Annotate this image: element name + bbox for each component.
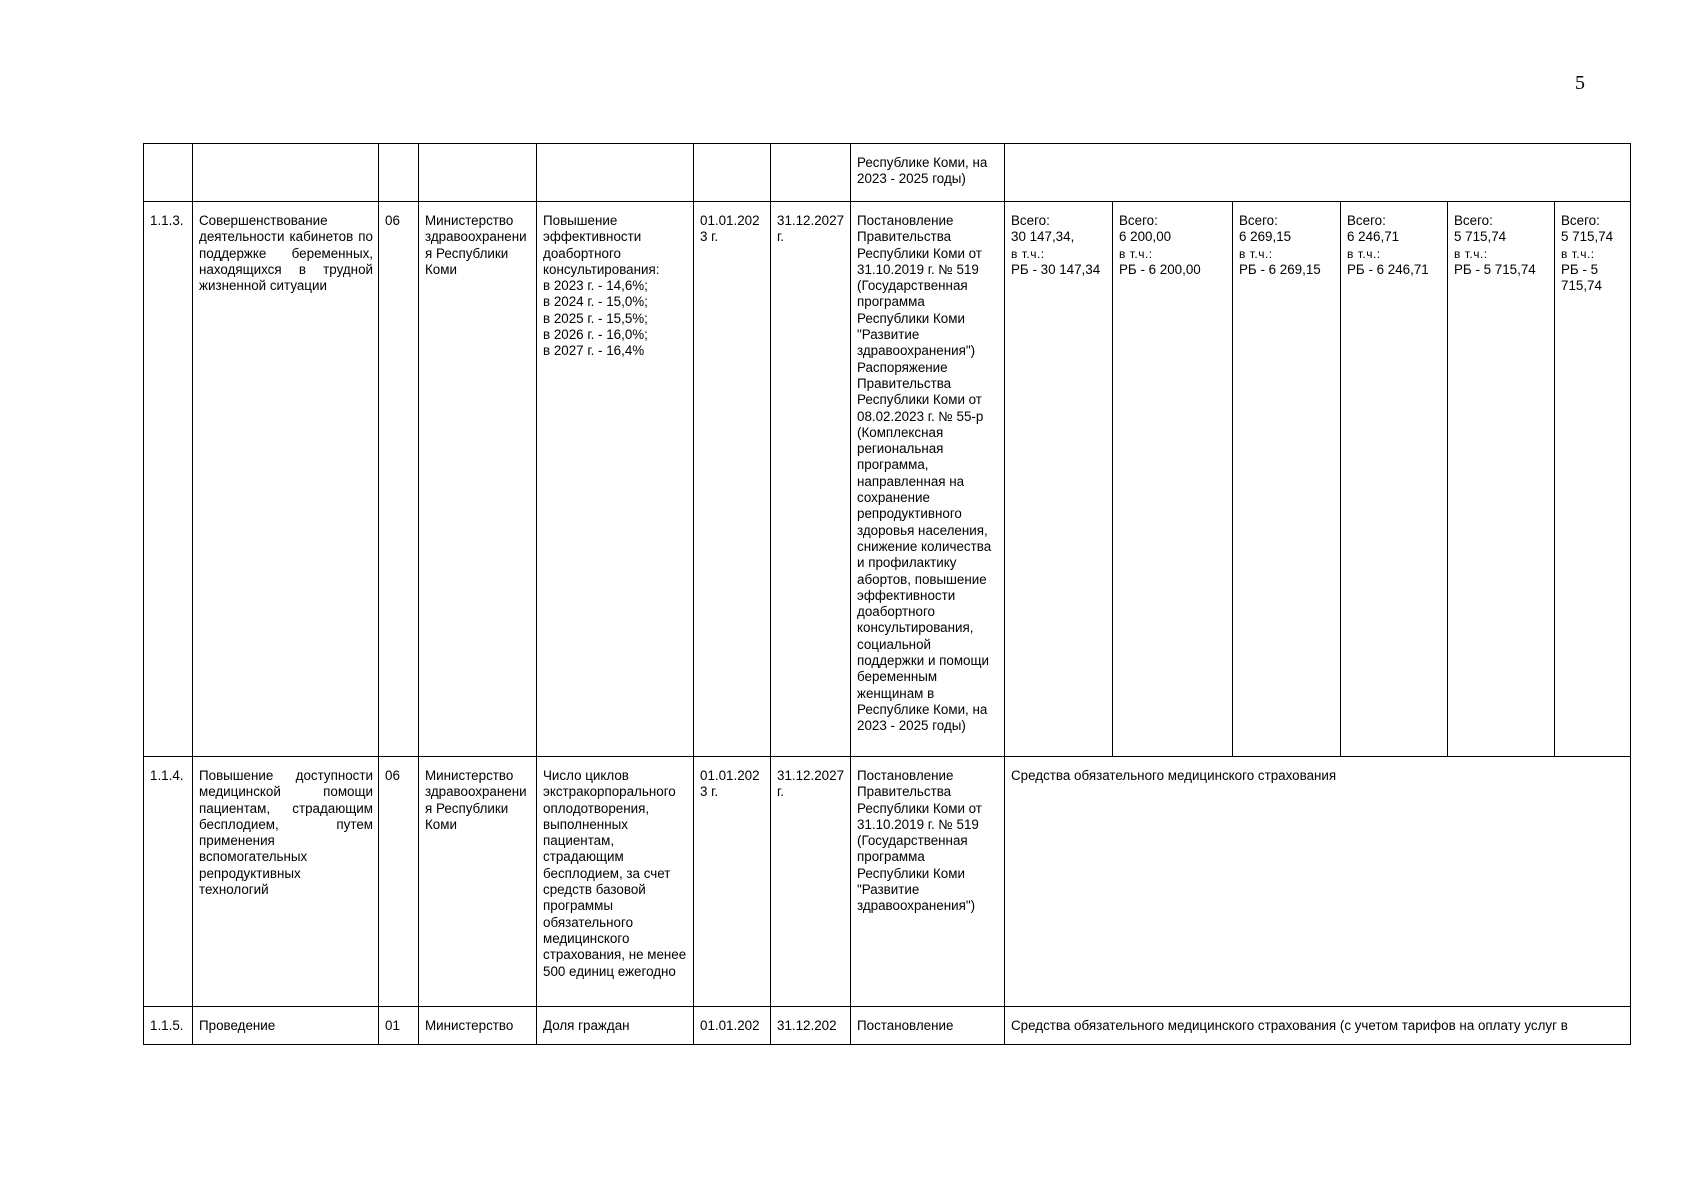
funding-amount: 5 715,74 (1454, 229, 1507, 245)
funding-incl: в т.ч.: (1561, 246, 1595, 261)
cell-funding (1113, 202, 1233, 757)
result-line: в 2024 г. - 15,0%; (543, 294, 648, 310)
cell-empty (694, 144, 771, 202)
cell-funding (1555, 202, 1631, 757)
cell-end-date: 31.12.2027 г. (771, 202, 851, 757)
funding-rb: РБ - 5 715,74 (1454, 261, 1536, 277)
cell-start-date: 01.01.202 (694, 1007, 771, 1045)
cell-executor: Министерство здравоохранения Республики Коми (419, 757, 537, 1007)
funding-incl: в т.ч.: (1454, 246, 1488, 261)
funding-rb: РБ - 6 200,00 (1119, 261, 1201, 277)
cell-measure-name: Повышение доступности медицинской помощи пациентам, страдающим бесплодием, путем применения вспомогательных репродуктивных технологий (193, 757, 379, 1007)
cell-result: Доля граждан (537, 1007, 694, 1045)
cell-funding (1005, 202, 1113, 757)
cell-num: 1.1.4. (144, 757, 193, 1007)
cell-empty (771, 144, 851, 202)
result-line: в 2023 г. - 14,6%; (543, 278, 648, 294)
funding-amount: 30 147,34, (1011, 229, 1075, 245)
cell-basis: Постановление Правительства Республики Коми от 31.10.2019 г. № 519 (Государственная программа Республики Коми "Развитие здравоохранения") (851, 757, 1005, 1007)
table-row-1-1-5 (144, 1007, 1631, 1045)
funding-amount: 5 715,74 (1561, 229, 1614, 245)
funding-total-label: Всего: (1454, 213, 1493, 228)
cell-empty (379, 144, 419, 202)
cell-funding-merged: Средства обязательного медицинского страхования (1005, 757, 1631, 1007)
cell-end-date: 31.12.202 (771, 1007, 851, 1045)
cell-basis: Постановление Правительства Республики Коми от 31.10.2019 г. № 519 (Государственная программа Республики Коми "Развитие здравоохранения") Распоряжение Правительства Республики Коми от 08.02.2023 г. № 55-р (Комплексная региональная программа, направленная на сохранение репродуктивного здоровья населения, снижение количества и профилактику абортов, повышение эффективности доабортного консультирования, социальной поддержки и помощи беременным женщинам в Республике Коми, на 2023 - 2025 годы) (851, 202, 1005, 757)
cell-funding-merged: Средства обязательного медицинского страхования (с учетом тарифов на оплату услуг в (1005, 1007, 1631, 1045)
cell-empty (193, 144, 379, 202)
table-row-continuation (144, 144, 1631, 202)
funding-rb: РБ - 5 715,74 (1561, 261, 1602, 294)
cell-empty (419, 144, 537, 202)
cell-empty (1005, 144, 1631, 202)
cell-start-date: 01.01.2023 г. (694, 757, 771, 1007)
cell-code: 06 (379, 757, 419, 1007)
result-line: Повышение эффективности доабортного консультирования: (543, 213, 660, 277)
cell-end-date: 31.12.2027 г. (771, 757, 851, 1007)
measures-table (143, 143, 1631, 1045)
result-line: в 2025 г. - 15,5%; (543, 310, 648, 326)
funding-total-label: Всего: (1011, 213, 1050, 228)
cell-basis: Постановление (851, 1007, 1005, 1045)
funding-total-label: Всего: (1239, 213, 1278, 228)
cell-funding (1448, 202, 1555, 757)
result-line: в 2026 г. - 16,0%; (543, 327, 648, 343)
funding-rb: РБ - 6 269,15 (1239, 261, 1321, 277)
cell-measure-name: Проведение (193, 1007, 379, 1045)
funding-incl: в т.ч.: (1239, 246, 1273, 261)
cell-result (537, 202, 694, 757)
table-row-1-1-4 (144, 757, 1631, 1007)
cell-empty (144, 144, 193, 202)
cell-funding (1233, 202, 1341, 757)
result-line: в 2027 г. - 16,4% (543, 343, 645, 359)
funding-total-label: Всего: (1561, 213, 1600, 228)
cell-executor: Министерство здравоохранения Республики Коми (419, 202, 537, 757)
cell-funding (1341, 202, 1448, 757)
page-number: 5 (1575, 72, 1585, 94)
funding-incl: в т.ч.: (1347, 246, 1381, 261)
cell-code: 01 (379, 1007, 419, 1045)
funding-incl: в т.ч.: (1119, 246, 1153, 261)
cell-measure-name: Совершенствование деятельности кабинетов по поддержке беременных, находящихся в трудной жизненной ситуации (193, 202, 379, 757)
funding-amount: 6 269,15 (1239, 229, 1292, 245)
funding-rb: РБ - 6 246,71 (1347, 261, 1429, 277)
cell-empty (537, 144, 694, 202)
cell-num: 1.1.3. (144, 202, 193, 757)
cell-num: 1.1.5. (144, 1007, 193, 1045)
funding-incl: в т.ч.: (1011, 246, 1045, 261)
cell-result: Число циклов экстракорпорального оплодотворения, выполненных пациентам, страдающим бесплодием, за счет средств базовой программы обязательного медицинского страхования, не менее 500 единиц ежегодно (537, 757, 694, 1007)
funding-total-label: Всего: (1347, 213, 1386, 228)
cell-basis: Республике Коми, на 2023 - 2025 годы) (851, 144, 1005, 202)
funding-rb: РБ - 30 147,34 (1011, 261, 1101, 277)
table-row-1-1-3 (144, 202, 1631, 757)
funding-amount: 6 246,71 (1347, 229, 1400, 245)
cell-code: 06 (379, 202, 419, 757)
funding-total-label: Всего: (1119, 213, 1158, 228)
funding-amount: 6 200,00 (1119, 229, 1172, 245)
cell-executor: Министерство (419, 1007, 537, 1045)
cell-start-date: 01.01.2023 г. (694, 202, 771, 757)
